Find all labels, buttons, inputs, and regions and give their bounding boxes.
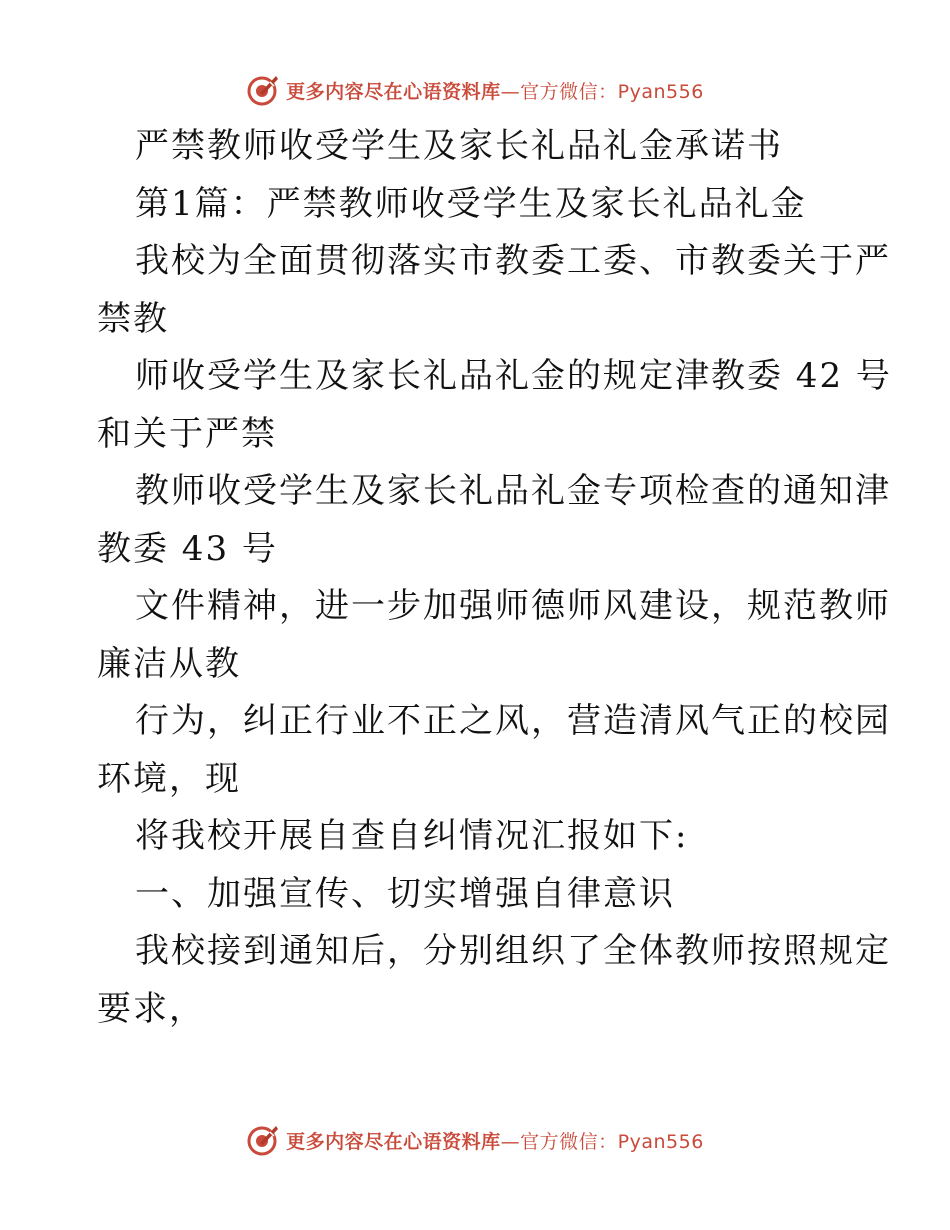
- paragraph-line: 将我校开展自查自纠情况汇报如下:: [135, 816, 689, 856]
- paragraph-line: 师收受学生及家长礼品礼金的规定津教委 42 号: [135, 356, 892, 396]
- header-watermark-title: 更多内容尽在心语资料库: [286, 80, 501, 103]
- header-watermark-banner: [0, 70, 950, 110]
- paragraph-line: 我校为全面贯彻落实市教委工委、市教委关于严: [135, 241, 891, 281]
- footer-watermark-title: 更多内容尽在心语资料库: [286, 1130, 501, 1153]
- document-body: [97, 118, 892, 1038]
- document-title: 严禁教师收受学生及家长礼品礼金承诺书: [135, 126, 783, 166]
- paragraph-line: 文件精神，进一步加强师德师风建设，规范教师: [135, 586, 891, 626]
- pen-logo-icon: [246, 73, 280, 107]
- paragraph-line: 环境，现: [97, 758, 241, 799]
- subsection-heading: 一、加强宣传、切实增强自律意识: [135, 873, 675, 914]
- paragraph-line: 我校接到通知后，分别组织了全体教师按照规定: [135, 931, 891, 971]
- paragraph-line: 廉洁从教: [97, 643, 241, 684]
- paragraph-line: 禁教: [97, 298, 169, 339]
- paragraph-line: 和关于严禁: [97, 413, 277, 454]
- footer-watermark-text: [286, 1127, 704, 1154]
- header-watermark-text: [286, 77, 704, 104]
- pen-logo-icon: [246, 1123, 280, 1157]
- paragraph-line: 要求，: [97, 988, 205, 1029]
- header-watermark-wechat: —官方微信：Pyan556: [500, 80, 704, 103]
- section-heading: 第1篇：严禁教师收受学生及家长礼品礼金: [135, 183, 807, 224]
- paragraph-line: 教师收受学生及家长礼品礼金专项检查的通知津: [135, 471, 891, 511]
- paragraph-line: 行为，纠正行业不正之风，营造清风气正的校园: [135, 701, 891, 741]
- footer-watermark-wechat: —官方微信：Pyan556: [500, 1130, 704, 1153]
- footer-watermark-banner: [0, 1120, 950, 1160]
- paragraph-line: 教委 43 号: [97, 528, 278, 569]
